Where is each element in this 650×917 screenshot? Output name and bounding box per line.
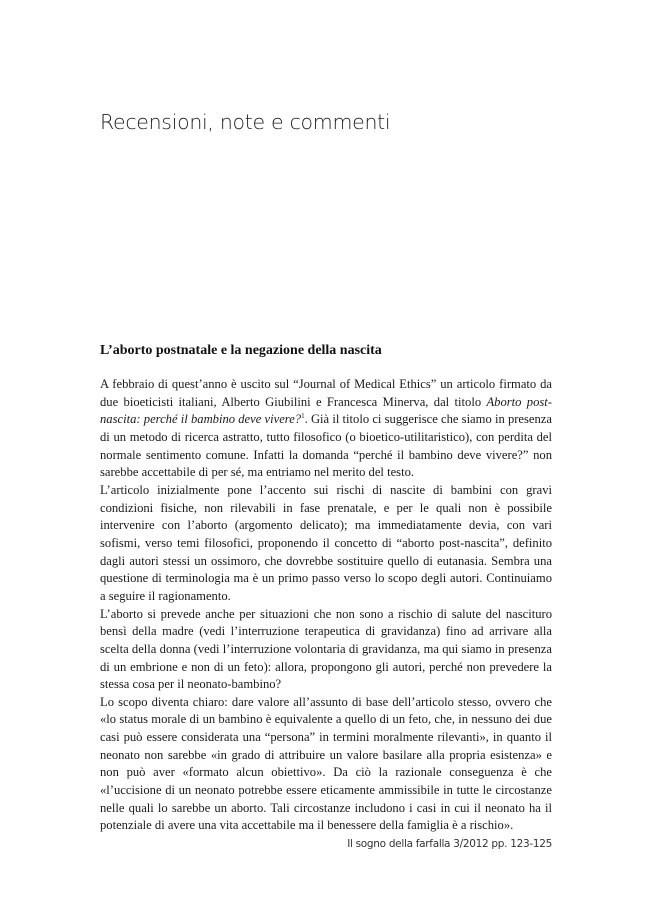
- footnote-ref: 1: [301, 412, 305, 421]
- article-title: L’aborto postnatale e la negazione della nascita: [100, 343, 382, 358]
- article-body: [100, 376, 552, 835]
- paragraph-1: [100, 376, 552, 482]
- paragraph-1-text-a: A febbraio di quest’anno è uscito sul “Journal of Medical Ethics” un articolo firmato da due bioeticisti italiani, Alberto Giubilini e Francesca Minerva, dal titolo: [100, 377, 552, 409]
- page-footer-citation: Il sogno della farfalla 3/2012 pp. 123-125: [347, 838, 552, 850]
- paragraph-1-text-b: . Già il titolo ci suggerisce che siamo in presenza di un metodo di ricerca astratto, tutto filosofico (o bioetico-utilitaristico), con perdita del normale sentimento comune. Infatti la domanda “perché il bambino deve vivere?” non sarebbe accettabile di per sé, ma entriamo nel merito del testo.: [100, 412, 552, 480]
- paragraph-3: L’aborto si prevede anche per situazioni che non sono a rischio di salute del nascituro bensì della madre (vedi l’interruzione terapeutica di gravidanza) fino ad arrivare alla scelta della donna (vedi l’interruzione volontaria di gravidanza, ma qui siamo in presenza di un embrione e non di un feto): allora, propongono gli autori, perché non prevedere la stessa cosa per il neonato-bambino?: [100, 606, 552, 692]
- section-title: Recensioni, note e commenti: [100, 110, 391, 134]
- paragraph-2: L’articolo inizialmente pone l’accento sui rischi di nascite di bambini con gravi condizioni fisiche, non rilevabili in fase prenatale, e per le quali non è possibile intervenire con l’aborto (argomento delicato); ma immediatamente devia, con vari sofismi, verso temi filosofici, proponendo il concetto di “aborto post-nascita”, definito dagli autori stessi un ossimoro, che dovrebbe sostituire quello di eutanasia. Sembra una questione di terminologia ma è un primo passo verso lo scopo degli autori. Continuiamo a seguire il ragionamento.: [100, 482, 552, 603]
- cited-title: Aborto post-nascita: perché il bambino deve vivere?: [100, 394, 552, 427]
- paragraph-4: Lo scopo diventa chiaro: dare valore all’assunto di base dell’articolo stesso, ovvero che «lo status morale di un bambino è equivalente a quello di un feto, che, in nessuno dei due casi può essere considerata una “persona” in termini moralmente rilevanti», in quanto il neonato non sarebbe «in grado di attribuire un valore basilare alla propria esistenza» e non può aver «formato alcun obiettivo». Da ciò la razionale conseguenza è che «l’uccisione di un neonato potrebbe essere eticamente ammissibile in tutte le circostanze nelle quali lo sarebbe un aborto. Tali circostanze includono i casi in cui il neonato ha il potenziale di avere una vita accettabile ma il benessere della famiglia è a rischio».: [100, 694, 552, 833]
